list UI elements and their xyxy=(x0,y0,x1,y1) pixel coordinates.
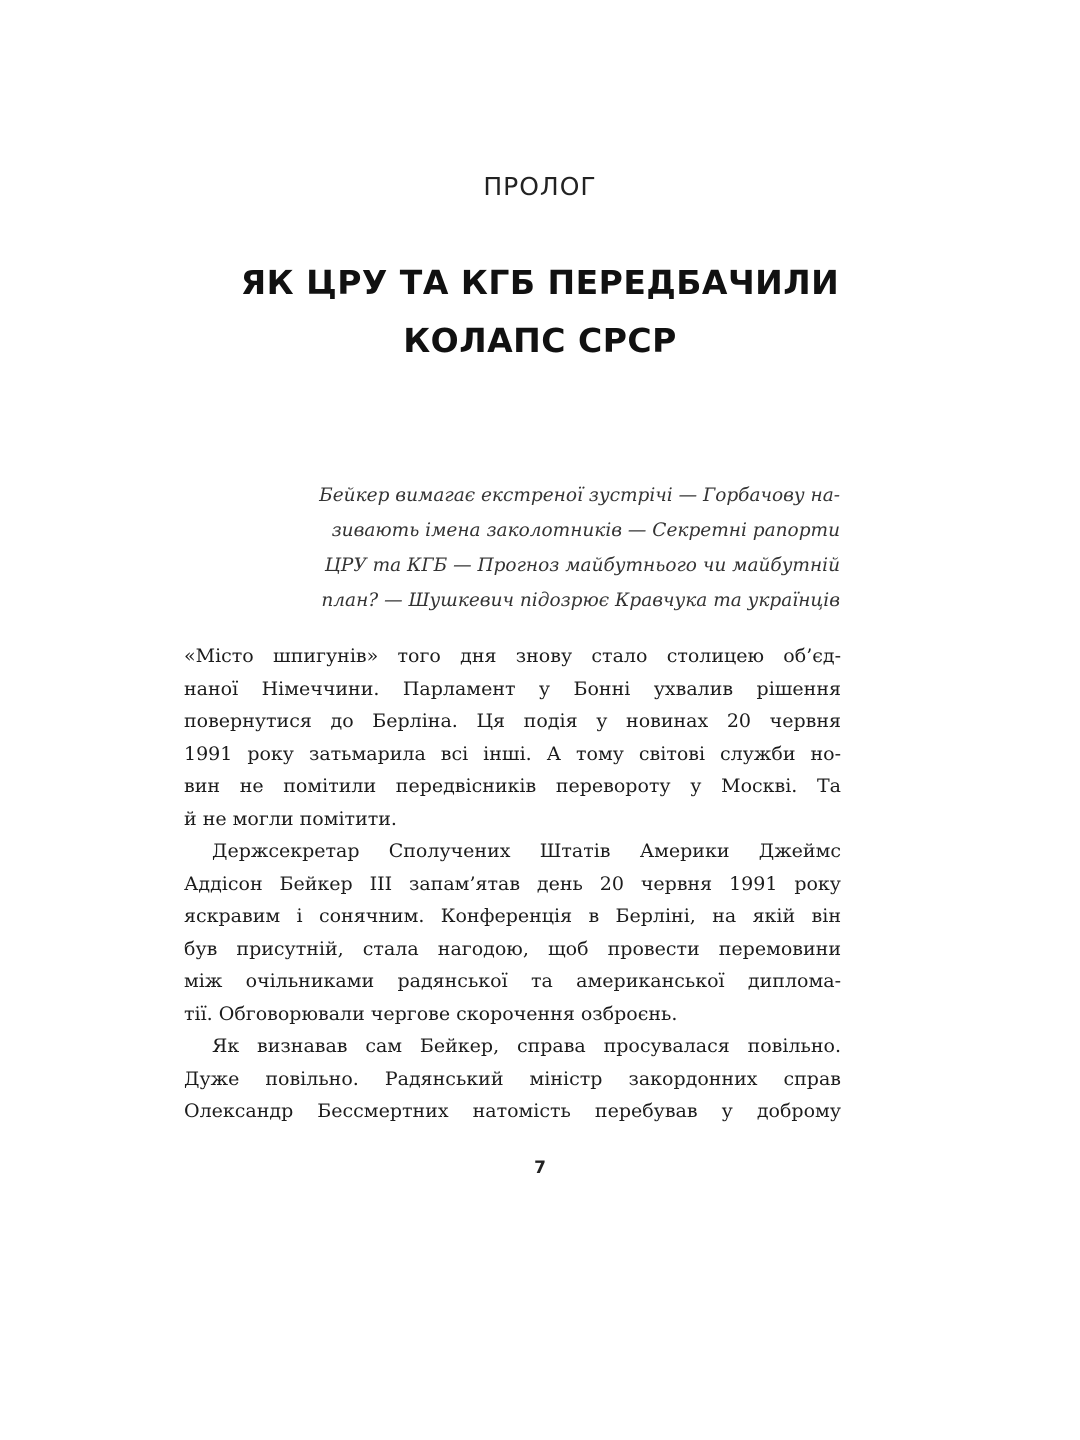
epigraph-line: ЦРУ та КГБ — Прогноз майбутнього чи майбутній xyxy=(324,555,840,576)
text-line: тії. Обговорювали чергове скорочення озброєнь. xyxy=(184,1002,678,1025)
epigraph-line: зивають імена заколотників — Секретні рапорти xyxy=(331,520,840,541)
paragraph xyxy=(184,640,841,835)
epigraph-line: Бейкер вимагає екстреної зустрічі — Горбачову на- xyxy=(319,485,840,506)
text-line: Держсекретар Сполучених Штатів Америки Джеймс xyxy=(212,840,841,862)
text-line: Аддісон Бейкер III запам’ятав день 20 червня 1991 року xyxy=(184,872,841,895)
body-text xyxy=(184,640,841,1128)
chapter-title-line: КОЛАПС СРСР xyxy=(403,321,677,360)
text-line: Дуже повільно. Радянський міністр закордонних справ xyxy=(184,1067,841,1090)
text-line: був присутній, стала нагодою, щоб провести перемовини xyxy=(184,937,841,960)
paragraph xyxy=(184,835,841,1030)
text-line: яскравим і сонячним. Конференція в Берліні, на якій він xyxy=(184,905,841,927)
chapter-kicker: ПРОЛОГ xyxy=(483,172,597,201)
chapter-title xyxy=(180,254,900,370)
text-line: «Місто шпигунів» того дня знову стало столицею об’єд- xyxy=(184,645,841,667)
text-line: Олександр Бессмертних натомість перебував у доброму xyxy=(184,1100,841,1122)
chapter-epigraph xyxy=(290,478,840,618)
text-line: вин не помітили передвісників перевороту у Москві. Та xyxy=(184,775,841,797)
text-line: повернутися до Берліна. Ця подія у новинах 20 червня xyxy=(184,710,841,732)
paragraph xyxy=(184,1030,841,1128)
page-number: 7 xyxy=(534,1158,546,1178)
text-line: наної Німеччини. Парламент у Бонні ухвалив рішення xyxy=(184,677,841,700)
text-line: 1991 року затьмарила всі інші. А тому світові служби но- xyxy=(184,742,841,765)
text-line: Як визнавав сам Бейкер, справа просувалася повільно. xyxy=(212,1035,841,1057)
text-line: й не могли помітити. xyxy=(184,807,397,830)
chapter-title-line: ЯК ЦРУ ТА КГБ ПЕРЕДБАЧИЛИ xyxy=(240,263,840,302)
text-line: між очільниками радянської та американської диплома- xyxy=(184,970,841,992)
epigraph-line: план? — Шушкевич підозрює Кравчука та українців xyxy=(321,590,840,611)
